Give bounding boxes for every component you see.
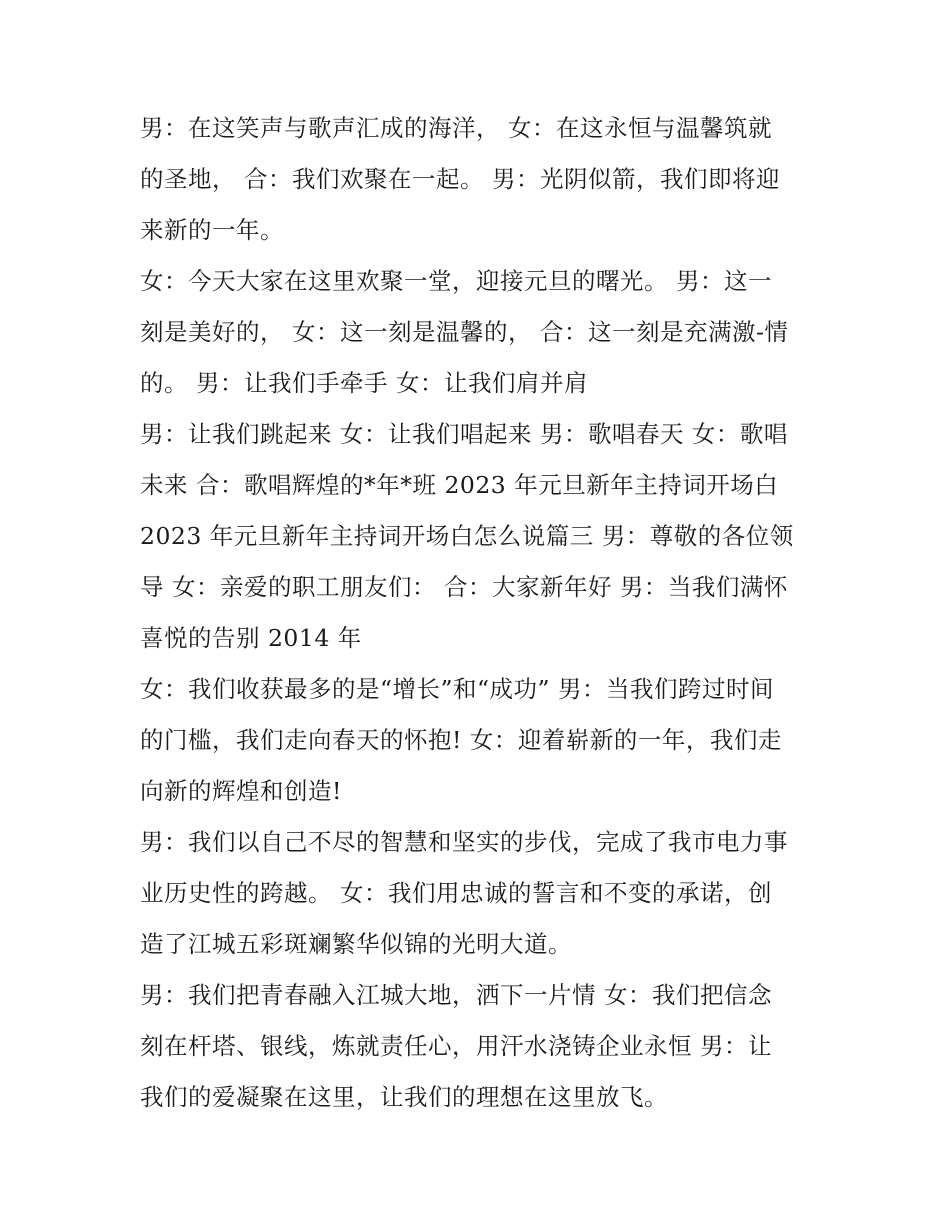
text-line: 喜悦的告别 2014 年 — [140, 624, 362, 652]
document-body — [140, 103, 820, 1123]
text-line: 业历史性的跨越。 女：我们用忠诚的誓言和不变的承诺，创 — [140, 879, 772, 907]
text-line: 来新的一年。 — [140, 216, 284, 244]
text-line: 导 女：亲爱的职工朋友们： 合：大家新年好 男：当我们满怀 — [140, 573, 788, 601]
text-line: 造了江城五彩斑斓繁华似锦的光明大道。 — [140, 930, 572, 958]
text-line: 男：让我们跳起来 女：让我们唱起来 男：歌唱春天 女：歌唱 — [140, 420, 788, 448]
text-line: 的门槛，我们走向春天的怀抱! 女：迎着崭新的一年，我们走 — [140, 726, 782, 754]
text-line: 刻是美好的， 女：这一刻是温馨的， 合：这一刻是充满激-情 — [140, 318, 789, 346]
text-line: 男：我们以自己不尽的智慧和坚实的步伐，完成了我市电力事 — [140, 828, 788, 856]
text-line: 2023 年元旦新年主持词开场白怎么说篇三 男：尊敬的各位领 — [140, 522, 794, 550]
text-line: 的圣地， 合：我们欢聚在一起。 男：光阴似箭，我们即将迎 — [140, 165, 780, 193]
text-line: 女：今天大家在这里欢聚一堂，迎接元旦的曙光。 男：这一 — [140, 267, 772, 295]
text-line: 男：在这笑声与歌声汇成的海洋， 女：在这永恒与温馨筑就 — [140, 114, 772, 142]
text-line: 刻在杆塔、银线，炼就责任心，用汗水浇铸企业永恒 男：让 — [140, 1032, 772, 1060]
text-line: 女：我们收获最多的是“增长”和“成功” 男：当我们跨过时间 — [140, 675, 775, 703]
text-line: 的。 男：让我们手牵手 女：让我们肩并肩 — [140, 369, 588, 397]
text-line: 我们的爱凝聚在这里，让我们的理想在这里放飞。 — [140, 1083, 668, 1111]
text-line: 向新的辉煌和创造! — [140, 777, 342, 805]
text-line: 男：我们把青春融入江城大地，洒下一片情 女：我们把信念 — [140, 981, 772, 1009]
text-line: 未来 合：歌唱辉煌的*年*班 2023 年元旦新年主持词开场白 — [140, 471, 779, 499]
